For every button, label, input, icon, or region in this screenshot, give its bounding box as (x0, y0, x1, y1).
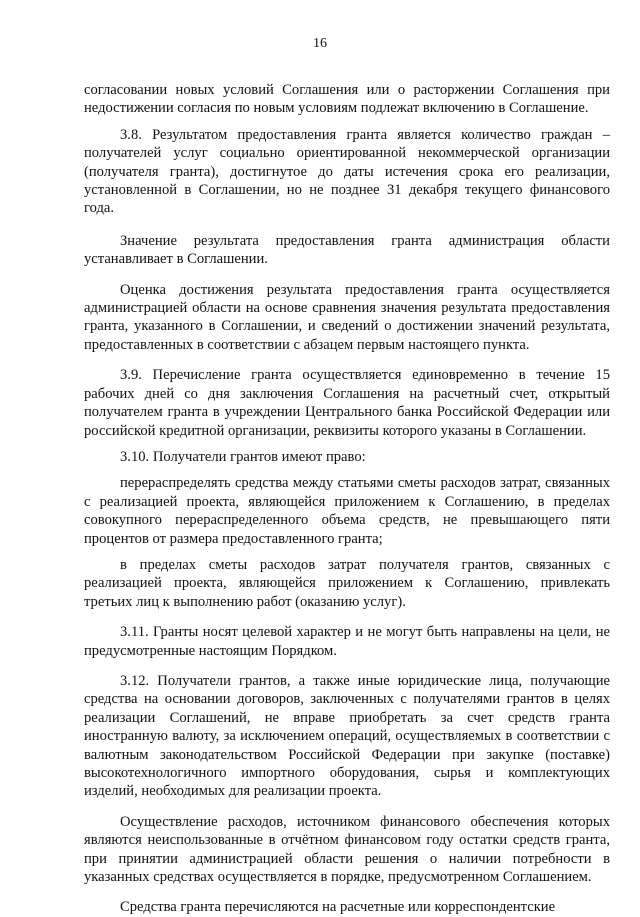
paragraph-result-evaluation: Оценка достижения результата предоставления гранта осуществляется администрацией области на основе сравнения значения результата предоставления гранта, указанного в Соглашении, и сведений о достижении значений результата, предоставленных в соответствии с абзацем первым настоящего пункта. (84, 281, 610, 353)
paragraph-3-11: 3.11. Гранты носят целевой характер и не могут быть направлены на цели, не предусмотренные настоящим Порядком. (84, 624, 610, 659)
paragraph-3-8: 3.8. Результатом предоставления гранта является количество граждан – получателей услуг социально ориентированной некоммерческой организации (получателя гранта), достигнутое до даты истечения срока его реализации, установленной в Соглашении, но не позднее 31 декабря текущего финансового года. (84, 126, 610, 217)
page-number: 16 (313, 36, 327, 51)
paragraph-grant-transfer: Средства гранта перечисляются на расчетные или корреспондентские (120, 899, 556, 916)
paragraph-result-value: Значение результата предоставления гранта администрация области устанавливает в Соглашении. (84, 232, 610, 268)
paragraph-unused-balances: Осуществление расходов, источником финансового обеспечения которых являются неиспользованные в отчётном финансовом году остатки средств гранта, при принятии администрацией области решения о наличии потребности в указанных средствах осуществляется в порядке, предусмотренном Соглашением. (84, 813, 610, 886)
paragraph-3-12: 3.12. Получатели грантов, а также иные юридические лица, получающие средства на основании договоров, заключенных с получателями грантов в целях реализации Соглашений, не вправе приобретать за счет средств гранта иностранную валюту, за исключением операций, осуществляемых в соответствии с валютным законодательством Российской Федерации при закупке (поставке) высокотехнологичного импортного оборудования, сырья и комплектующих изделий, необходимых для реализации проекта. (84, 672, 610, 800)
paragraph-continuation: согласовании новых условий Соглашения или о расторжении Соглашения при недостижении согласия по новым условиям подлежат включению в Соглашение. (84, 82, 610, 117)
paragraph-right-redistribute: перераспределять средства между статьями сметы расходов затрат, связанных с реализацией проекта, являющейся приложением к Соглашению, в пределах совокупного перераспределенного объема средств, не превышающего пяти процентов от размера предоставленного гранта; (84, 475, 610, 547)
paragraph-3-10: 3.10. Получатели грантов имеют право: (120, 448, 366, 465)
document-body (84, 81, 610, 917)
paragraph-right-third-parties: в пределах сметы расходов затрат получателя грантов, связанных с реализацией проекта, являющейся приложением к Соглашению, привлекать третьих лиц к выполнению работ (оказанию услуг). (84, 556, 610, 610)
paragraph-3-9: 3.9. Перечисление гранта осуществляется единовременно в течение 15 рабочих дней со дня заключения Соглашения на расчетный счет, открытый получателем гранта в учреждении Центрального банка Российской Федерации или российской кредитной организации, реквизиты которого указаны в Соглашении. (84, 367, 610, 439)
